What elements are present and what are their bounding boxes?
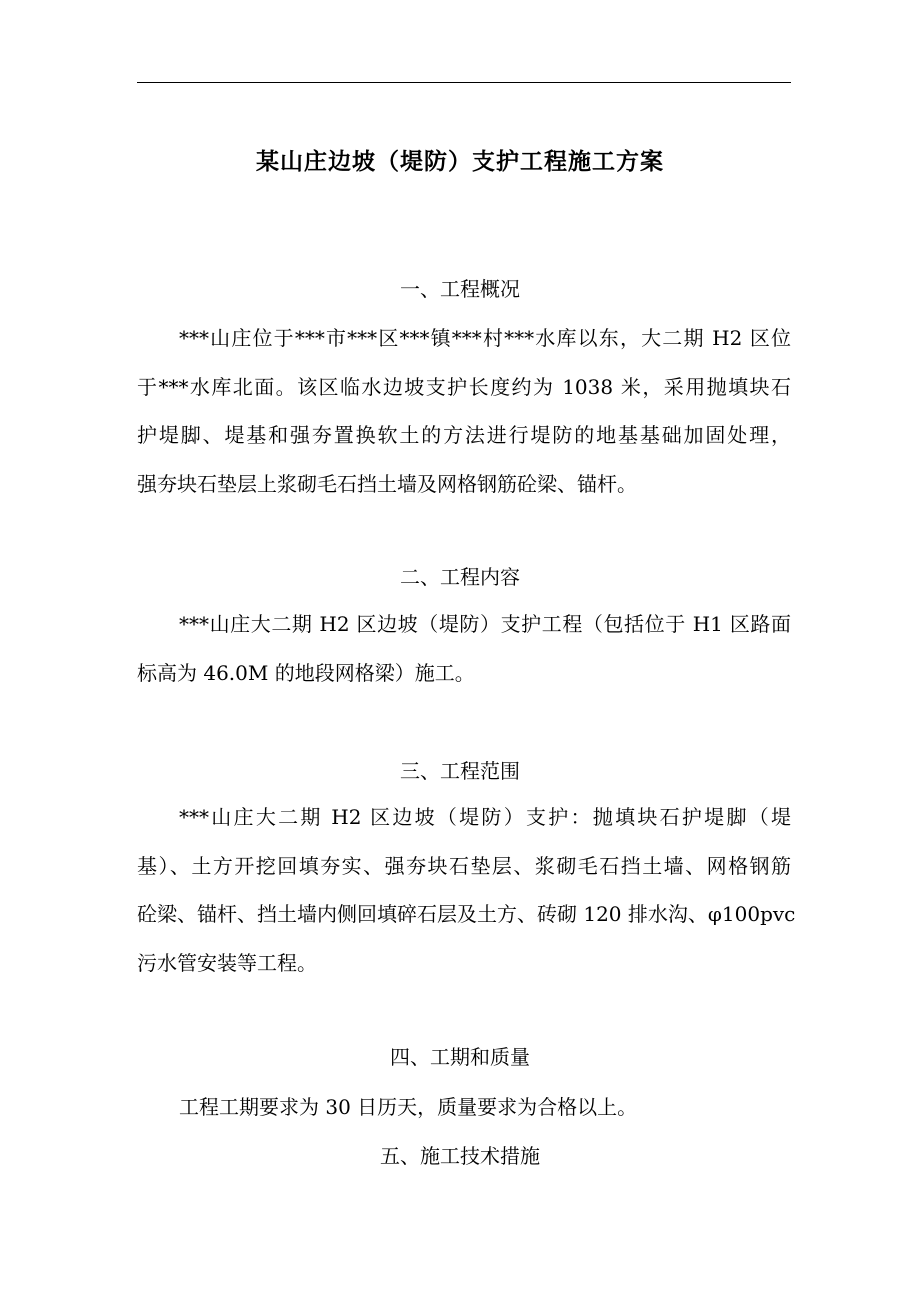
section-heading-4: 四、工期和质量 [390,1045,530,1069]
paragraph-line: 护堤脚、堤基和强夯置换软土的方法进行堤防的地基基础加固处理， [137,423,791,447]
paragraph-line: 标高为 46.0M 的地段网格梁）施工。 [137,660,475,685]
paragraph-line: 基）、土方开挖回填夯实、强夯块石垫层、浆砌毛石挡土墙、网格钢筋 [137,853,791,878]
paragraph-line: ***山庄大二期 H2 区边坡（堤防）支护：抛填块石护堤脚（堤 [179,805,791,829]
paragraph-line: ***山庄大二期 H2 区边坡（堤防）支护工程（包括位于 H1 区路面 [179,612,791,636]
paragraph-line: 于***水库北面。该区临水边坡支护长度约为 1038 米，采用抛填块石 [137,374,791,399]
paragraph-line: 砼梁、锚杆、挡土墙内侧回填碎石层及土方、砖砌 120 排水沟、φ100pvc [137,902,796,926]
section-heading-3: 三、工程范围 [400,759,520,783]
paragraph-line: ***山庄位于***市***区***镇***村***水库以东，大二期 H2 区位 [179,326,791,350]
section-body-4 [137,1083,791,1132]
section-heading-2: 二、工程内容 [400,565,520,589]
section-heading-1: 一、工程概况 [400,277,520,301]
paragraph-line: 工程工期要求为 30 日历天，质量要求为合格以上。 [179,1095,638,1119]
section-heading-5: 五、施工技术措施 [380,1144,540,1168]
paragraph-line: 强夯块石垫层上浆砌毛石挡土墙及网格钢筋砼梁、锚杆。 [137,471,637,496]
section-body-3 [137,793,796,987]
document-title: 某山庄边坡（堤防）支护工程施工方案 [256,148,664,175]
header-rule [137,82,791,83]
paragraph-line: 污水管安装等工程。 [137,950,317,975]
section-body-2 [137,600,791,697]
section-body-1 [137,314,791,508]
